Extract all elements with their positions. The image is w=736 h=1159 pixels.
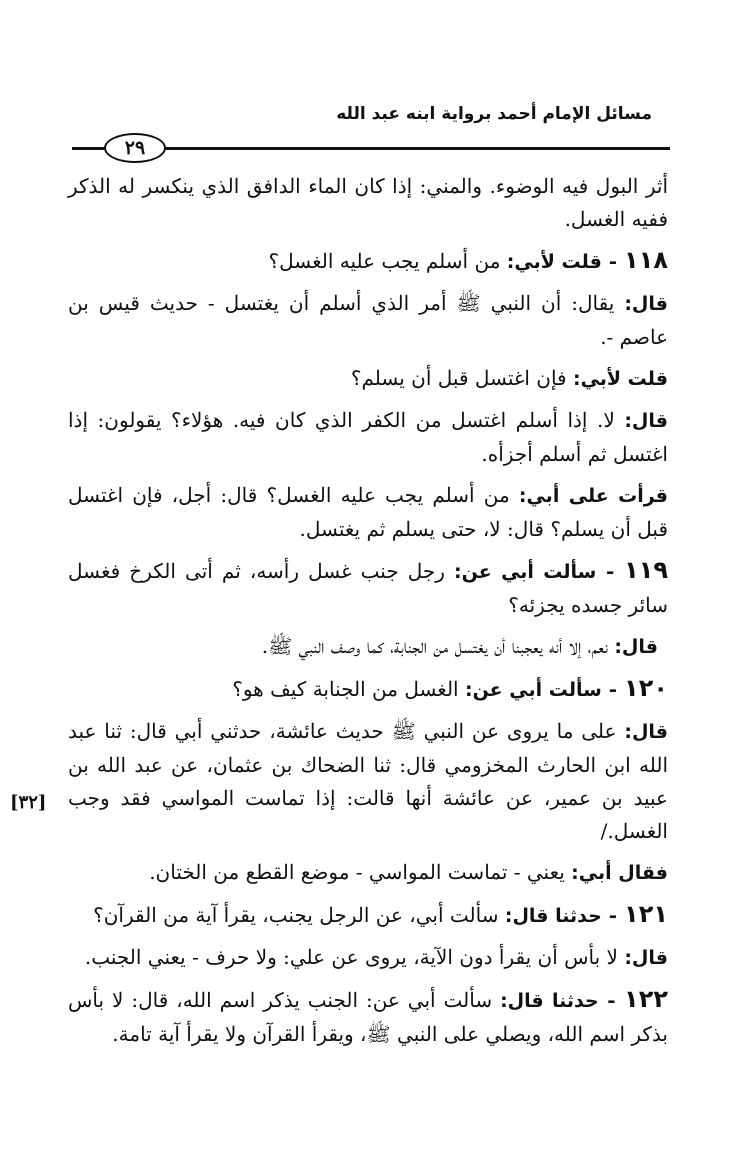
entry-lead: قلت لأبي: bbox=[506, 251, 602, 273]
entry-lead: سألت أبي عن: bbox=[454, 561, 597, 583]
entry-lead: قال: bbox=[614, 636, 658, 658]
paragraph-text: يعني - تماست المواسي - موضع القطع من الختان. bbox=[149, 860, 565, 884]
paragraph-text: على ما يروى عن النبي ﷺ حديث عائشة، حدثني أبي قال: ثنا عبد الله ابن الحارث المخزومي قال: ثنا الضحاك بن عثمان، عن عبد الله بن عبيد بن عمير، عن عائشة أنها قالت: إذا تماست المواسي فقد وجب الغسل./ bbox=[68, 719, 668, 843]
paragraph-answer bbox=[68, 941, 668, 975]
entry-lead: فقال أبي: bbox=[571, 862, 668, 884]
paragraph-reading bbox=[68, 479, 668, 546]
paragraph-text: من أسلم يجب عليه الغسل؟ قال: أجل، فإن اغتسل قبل أن يسلم؟ قال: لا، حتى يسلم ثم يغتسل. bbox=[68, 483, 668, 541]
entry-number: ١١٩ bbox=[624, 556, 669, 584]
entry-lead: قلت لأبي: bbox=[572, 368, 668, 390]
paragraph-120: ١٢٠ - سألت أبي عن: الغسل من الجنابة كيف هو؟ bbox=[232, 674, 668, 702]
entry-lead: قال: bbox=[624, 410, 668, 432]
paragraph-text: الغسل من الجنابة كيف هو؟ bbox=[232, 677, 459, 701]
paragraph-explanation bbox=[68, 856, 668, 890]
paragraph-118: ١١٨ - قلت لأبي: من أسلم يجب عليه الغسل؟ bbox=[268, 246, 668, 274]
paragraph-text: يقال: أن النبي ﷺ أمر الذي أسلم أن يغتسل - حديث قيس بن عاصم -. bbox=[68, 291, 668, 349]
paragraph-text: فإن اغتسل قبل أن يسلم؟ bbox=[350, 366, 567, 390]
entry-number: ١٢٠ bbox=[624, 674, 668, 702]
entry-lead: حدثنا قال: bbox=[500, 990, 599, 1012]
paragraph-answer bbox=[68, 404, 668, 471]
paragraph-text: سألت أبي عن: الجنب يذكر اسم الله، قال: لا بأس بذكر اسم الله، ويصلي على النبي ﷺ، ويقرأ القرآن ولا يقرأ آية تامة. bbox=[68, 988, 668, 1046]
margin-reference: [٣٢] bbox=[10, 792, 47, 813]
page-number: ٢٩ bbox=[104, 133, 166, 163]
entry-number: ١٢١ bbox=[624, 900, 668, 928]
entry-lead: قال: bbox=[624, 721, 669, 743]
paragraph-text: أثر البول فيه الوضوء. والمني: إذا كان الماء الدافق الذي ينكسر له الذكر ففيه الغسل. bbox=[68, 174, 668, 231]
paragraph-text: لا. إذا أسلم اغتسل من الكفر الذي كان فيه. هؤلاء؟ يقولون: إذا اغتسل ثم أسلم أجزأه. bbox=[68, 408, 668, 466]
paragraph-text: نعم، إلا أنه يعجبنا أن يغتسل من الجنابة، كما وصف النبي ﷺ. bbox=[261, 634, 608, 658]
entry-number: ١١٨ bbox=[624, 246, 668, 274]
running-title: مسائل الإمام أحمد برواية ابنه عبد الله bbox=[336, 104, 652, 124]
body-text bbox=[68, 170, 668, 1059]
paragraph-121: ١٢١ - حدثنا قال: سألت أبي، عن الرجل يجنب، يقرأ آية من القرآن؟ bbox=[93, 900, 668, 928]
paragraph-text: رجل جنب غسل رأسه، ثم أتى الكرخ فغسل سائر جسده يجزئه؟ bbox=[68, 559, 668, 617]
paragraph-text: سألت أبي، عن الرجل يجنب، يقرأ آية من القرآن؟ bbox=[93, 903, 499, 927]
entry-number: ١٢٢ bbox=[624, 985, 668, 1013]
entry-lead: حدثنا قال: bbox=[504, 905, 602, 927]
entry-lead: قرأت على أبي: bbox=[518, 485, 668, 507]
paragraph-text: لا بأس أن يقرأ دون الآية، يروى عن علي: ولا حرف - يعني الجنب. bbox=[84, 945, 618, 969]
paragraph-119: ١١٩ - سألت أبي عن: رجل جنب غسل رأسه، ثم أتى الكرخ فغسل سائر جسده يجزئه؟ bbox=[68, 556, 669, 617]
entry-lead: سألت أبي عن: bbox=[464, 679, 602, 701]
paragraph-answer bbox=[68, 630, 668, 664]
entry-lead: قال: bbox=[624, 947, 668, 969]
paragraph-continuation bbox=[68, 170, 668, 236]
paragraph-122: ١٢٢ - حدثنا قال: سألت أبي عن: الجنب يذكر اسم الله، قال: لا بأس بذكر اسم الله، ويصلي على النبي ﷺ، ويقرأ القرآن ولا يقرأ آية تامة. bbox=[68, 985, 668, 1046]
paragraph-text: من أسلم يجب عليه الغسل؟ bbox=[268, 249, 501, 273]
paragraph-answer bbox=[68, 287, 668, 354]
paragraph-answer bbox=[68, 715, 668, 848]
paragraph-question bbox=[68, 362, 668, 396]
entry-lead: قال: bbox=[624, 293, 668, 315]
